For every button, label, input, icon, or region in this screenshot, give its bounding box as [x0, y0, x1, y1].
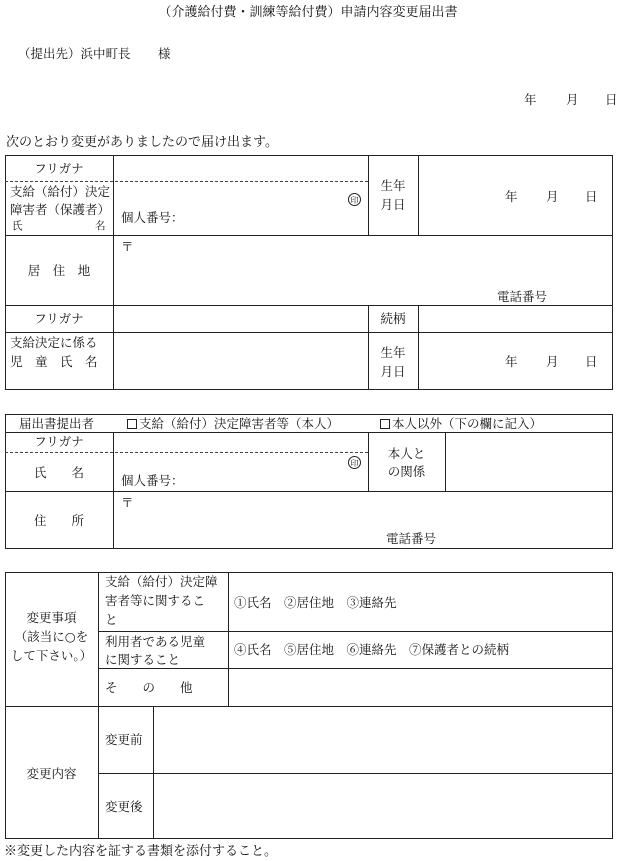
address-label: 居 住 地: [27, 263, 91, 278]
date-day-label: 日: [605, 92, 618, 107]
other-input-area[interactable]: [229, 669, 612, 705]
category1-line1: 支給（給付）決定障: [105, 574, 218, 589]
applicant-mynumber-label: 個人番号：: [121, 210, 184, 225]
child-birth-month-label: 月: [546, 354, 559, 369]
seal-mark: 印: [348, 193, 361, 206]
applicant-furigana-label: フリガナ: [34, 161, 84, 176]
submitter-mynumber-label: 個人番号：: [121, 473, 184, 488]
category1-options[interactable]: ①氏名 ②居住地 ③連絡先: [234, 595, 397, 610]
submitter-seal-mark: 印: [348, 456, 361, 469]
category-other-label: そ の 他: [105, 680, 193, 695]
recipient: （提出先）浜中町長: [18, 46, 131, 61]
child-birthdate-line2: 月日: [380, 364, 406, 379]
child-birthdate-line1: 生年: [380, 345, 406, 360]
checkbox-self[interactable]: [127, 419, 137, 429]
applicant-label-line1: 支給（給付）決定: [10, 184, 111, 199]
change-items-label-line1: 変更事項: [26, 610, 77, 625]
category1-line3: と: [105, 612, 118, 627]
before-input-area[interactable]: [154, 707, 612, 772]
change-items-label-line2: （該当に○を: [14, 629, 89, 644]
change-content-label: 変更内容: [26, 766, 77, 781]
category2-options[interactable]: ④氏名 ⑤居住地 ⑥連絡先 ⑦保護者との続柄: [234, 642, 510, 657]
submitter-name-label: 氏 名: [33, 465, 84, 480]
applicant-name-label-left: 氏: [12, 220, 23, 232]
submitter-option-self[interactable]: [127, 415, 339, 432]
child-birth-day-label: 日: [585, 354, 598, 369]
submitter-phone-label: 電話番号: [386, 531, 437, 546]
after-label: 変更後: [105, 799, 143, 814]
phone-label: 電話番号: [497, 289, 548, 304]
birthdate-year-label: 年: [505, 189, 518, 204]
option-other-label: 本人以外（下の欄に記入）: [392, 416, 543, 431]
after-input-area[interactable]: [154, 774, 612, 838]
applicant-name-label-right: 名: [95, 220, 106, 232]
birthdate-label-line2: 月日: [380, 197, 406, 212]
recipient-honorific: 様: [158, 46, 171, 61]
child-birth-year-label: 年: [505, 354, 518, 369]
child-label-line2: 児 童 氏 名: [10, 354, 98, 369]
birthdate-label-line1: 生年: [380, 178, 406, 193]
applicant-label-line2: 障害者（保護者）: [10, 202, 111, 217]
submitter-address-label: 住 所: [33, 513, 84, 528]
category2-line1: 利用者である児童: [105, 634, 206, 649]
checkbox-other[interactable]: [380, 419, 390, 429]
child-label-line1: 支給決定に係る: [10, 335, 98, 350]
footnote: ※変更した内容を証する書類を添付すること。: [4, 844, 278, 859]
submitter-option-other[interactable]: [380, 415, 542, 432]
form-title: （介護給付費・訓練等給付費）申請内容変更届出書: [158, 5, 458, 20]
submitter-label: 届出書提出者: [19, 416, 95, 431]
category1-line2: 害者等に関するこ: [105, 593, 206, 608]
date-month-label: 月: [566, 92, 579, 107]
submitter-relation-line2: の関係: [387, 464, 426, 479]
birthdate-month-label: 月: [546, 189, 559, 204]
child-furigana-label: フリガナ: [34, 311, 84, 326]
option-self-label: 支給（給付）決定障害者等（本人）: [139, 416, 340, 431]
submitter-postal-mark: 〒: [121, 495, 134, 510]
relation-label: 続柄: [380, 311, 406, 326]
birthdate-day-label: 日: [585, 189, 598, 204]
category2-line2: に関すること: [105, 652, 181, 667]
date-year-label: 年: [524, 92, 537, 107]
before-label: 変更前: [105, 732, 143, 747]
change-items-label-line3: して下さい。）: [10, 648, 93, 663]
submitter-relation-line1: 本人と: [387, 446, 426, 461]
submitter-furigana-label: フリガナ: [34, 434, 84, 449]
postal-mark: 〒: [121, 239, 134, 254]
intro-text: 次のとおり変更がありましたので届け出ます。: [6, 135, 278, 150]
